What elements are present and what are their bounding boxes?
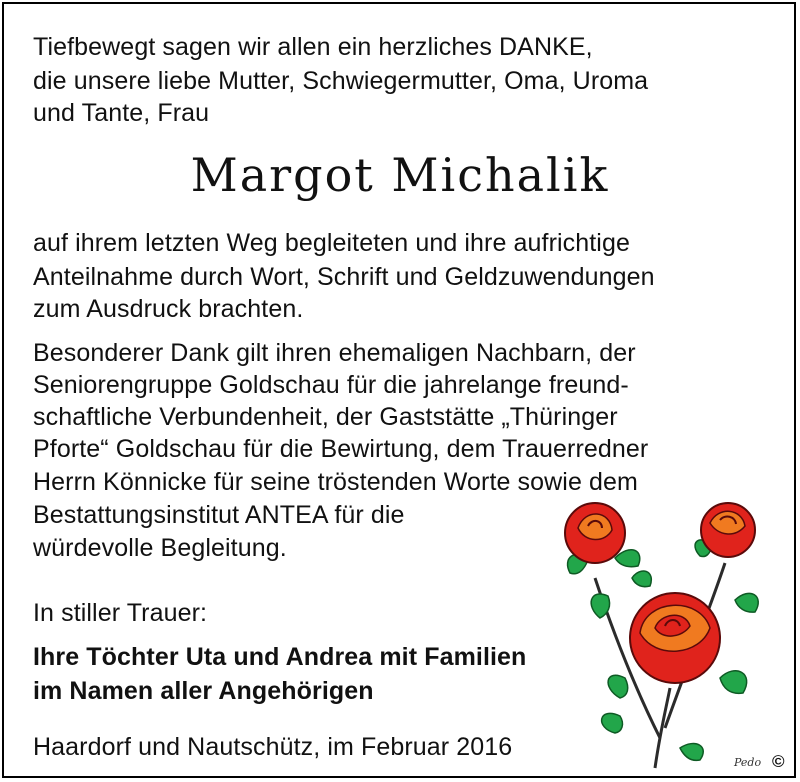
- artist-signature: Pedo: [734, 756, 762, 769]
- mourning-label: In stiller Trauer:: [33, 599, 208, 627]
- deceased-name: Margot Michalik: [190, 148, 610, 202]
- intro-line-2: die unsere liebe Mutter, Schwiegermutter, Oma, Uroma: [33, 67, 649, 95]
- body-line-2: Anteilnahme durch Wort, Schrift und Geldzuwendungen: [33, 263, 655, 291]
- thanks-line-2: Seniorengruppe Goldschau für die jahrelange freund-: [33, 371, 629, 399]
- thanks-line-7: würdevolle Begleitung.: [33, 534, 287, 562]
- intro-line-3: und Tante, Frau: [33, 99, 210, 127]
- intro-line-1: Tiefbewegt sagen wir allen ein herzliches DANKE,: [33, 33, 593, 61]
- thanks-line-6: Bestattungsinstitut ANTEA für die: [33, 501, 405, 529]
- thanks-line-3: schaftliche Verbundenheit, der Gaststätte „Thüringer: [33, 403, 618, 431]
- roses-illustration: [560, 488, 795, 773]
- rose-top-left: [565, 503, 625, 563]
- place-date: Haardorf und Nautschütz, im Februar 2016: [33, 733, 513, 761]
- rose-top-right: [701, 503, 755, 557]
- body-line-3: zum Ausdruck brachten.: [33, 295, 304, 323]
- thanks-line-4: Pforte“ Goldschau für die Bewirtung, dem Trauerredner: [33, 435, 649, 463]
- body-line-1: auf ihrem letzten Weg begleiteten und ihre aufrichtige: [33, 229, 630, 257]
- mourners-line-1: Ihre Töchter Uta und Andrea mit Familien: [33, 643, 527, 671]
- rose-center: [630, 593, 720, 683]
- thanks-line-5: Herrn Könnicke für seine tröstenden Worte sowie dem: [33, 468, 638, 496]
- mourners-line-2: im Namen aller Angehörigen: [33, 677, 374, 705]
- thanks-line-1: Besonderer Dank gilt ihren ehemaligen Nachbarn, der: [33, 339, 636, 367]
- copyright-symbol: ©: [772, 752, 785, 771]
